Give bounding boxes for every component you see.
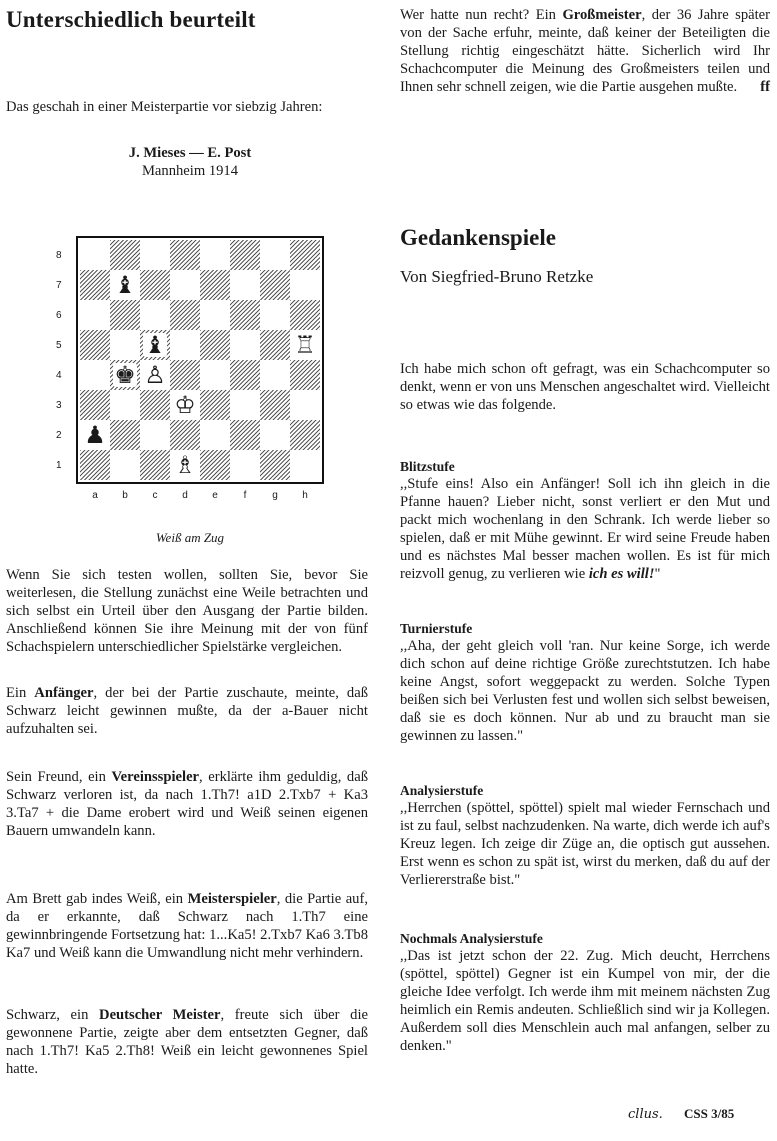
square-b8 xyxy=(110,240,140,270)
file-label: a xyxy=(92,490,98,501)
square-d3 xyxy=(170,390,200,420)
square-b5 xyxy=(110,330,140,360)
rank-label: 2 xyxy=(56,430,62,441)
square-e4 xyxy=(200,360,230,390)
nochmals-title: Nochmals Analysierstufe xyxy=(400,931,543,946)
file-label: g xyxy=(272,490,278,501)
game-players: J. Mieses — E. Post xyxy=(128,145,252,161)
page-footer xyxy=(628,1106,734,1122)
german-master-paragraph xyxy=(6,1006,368,1078)
square-h7 xyxy=(290,270,320,300)
square-f3 xyxy=(230,390,260,420)
club-player-text: Sein Freund, ein Vereinsspieler, erklärte ihm geduldig, daß Schwarz verloren ist, da nach 1.Th7! a1D 2.Txb7 + Ka3 3.Ta7 + die Dame erobert wird und Weiß seinen eigenen Bauern umwandeln kann. xyxy=(6,769,368,839)
square-d5 xyxy=(170,330,200,360)
square-d7 xyxy=(170,270,200,300)
square-h3 xyxy=(290,390,320,420)
square-b6 xyxy=(110,300,140,330)
gedankenspiele-header xyxy=(400,224,770,288)
german-master-text: Schwarz, ein Deutscher Meister, freute sich über die gewonnene Partie, zeigte aber dem entsetzten Gegner, daß nach 1.Th7! Ka5 2.Th8! Weiß ein leicht gewonnenes Spiel hatte. xyxy=(6,1007,368,1077)
square-f7 xyxy=(230,270,260,300)
square-h2 xyxy=(290,420,320,450)
chess-diagram xyxy=(50,232,320,501)
game-place: Mannheim 1914 xyxy=(141,163,239,179)
black-king-icon: ♚ xyxy=(114,361,136,389)
section-turnierstufe xyxy=(400,620,770,745)
rank-label: 7 xyxy=(56,280,62,291)
article-title: Unterschiedlich beurteilt xyxy=(6,7,256,32)
square-h6 xyxy=(290,300,320,330)
section-analysierstufe xyxy=(400,782,770,889)
square-a8 xyxy=(80,240,110,270)
rank-label: 1 xyxy=(56,460,62,471)
square-d2 xyxy=(170,420,200,450)
master-text: Am Brett gab indes Weiß, ein Meisterspieler, die Partie auf, da er erkannte, daß Schwarz nach 1.Th7 eine gewinnbringende Fortsetzung hat: 1...Ka5! 2.Txb7 Ka6 3.Tb8 Ka7 und Weiß kann die Umwandlung nicht mehr verhindern. xyxy=(6,891,368,961)
signature: cllus. xyxy=(628,1107,663,1122)
square-e7 xyxy=(200,270,230,300)
square-h4 xyxy=(290,360,320,390)
square-a5 xyxy=(80,330,110,360)
white-bishop-icon: ♗ xyxy=(174,451,196,479)
square-e1 xyxy=(200,450,230,480)
nochmals-text: ,,Das ist jetzt schon der 22. Zug. Mich deucht, Herrchens (spöttel, spöttel) Gegner ist ein Kumpel von mir, der die gleiche Idee verfolgt. Ich werde ihm mit meinem nächsten Zug heimlich ein Remis andeuten. Schließlich sind wir ja Kollegen. Außerdem soll dies Menschlein auch mal anfangen, selber zu denken." xyxy=(400,948,770,1054)
square-c5 xyxy=(140,330,170,360)
square-g5 xyxy=(260,330,290,360)
square-g7 xyxy=(260,270,290,300)
square-a3 xyxy=(80,390,110,420)
file-labels xyxy=(80,490,324,504)
master-paragraph xyxy=(6,890,368,962)
square-b2 xyxy=(110,420,140,450)
square-d1 xyxy=(170,450,200,480)
square-a2 xyxy=(80,420,110,450)
square-c4 xyxy=(140,360,170,390)
square-f6 xyxy=(230,300,260,330)
blitzstufe-text: ,,Stufe eins! Also ein Anfänger! Soll ich ihn gleich in die Pfanne hauen? Lieber nicht, sonst verliert er den Mut und packt mich wochenlang in den Schrank. Ich werde lieber so spielen, daß er mit Mühe gewinnt. Er wird seine Freude haben und es nächstes Mal besser machen wollen. Es ist für mich reizvoll genug, zu verlieren wie ich es will!" xyxy=(400,476,770,582)
square-e5 xyxy=(200,330,230,360)
white-pawn-icon: ♙ xyxy=(144,361,166,389)
square-b4 xyxy=(110,360,140,390)
square-c3 xyxy=(140,390,170,420)
square-e6 xyxy=(200,300,230,330)
square-b1 xyxy=(110,450,140,480)
issue-number: CSS 3/85 xyxy=(684,1106,735,1121)
black-pawn-icon: ♟ xyxy=(84,421,106,449)
white-king-icon: ♔ xyxy=(174,391,196,419)
club-player-paragraph xyxy=(6,768,368,840)
square-e3 xyxy=(200,390,230,420)
square-a6 xyxy=(80,300,110,330)
square-c7 xyxy=(140,270,170,300)
square-h8 xyxy=(290,240,320,270)
chess-board xyxy=(76,236,324,484)
left-column xyxy=(6,6,374,180)
rank-label: 3 xyxy=(56,400,62,411)
square-g6 xyxy=(260,300,290,330)
analysierstufe-title: Analysierstufe xyxy=(400,783,484,798)
square-e8 xyxy=(200,240,230,270)
file-label: d xyxy=(182,490,188,501)
square-c6 xyxy=(140,300,170,330)
blitzstufe-title: Blitzstufe xyxy=(400,459,455,474)
beginner-text: Ein Anfänger, der bei der Partie zuschaute, meinte, daß Schwarz leicht gewinnen mußte, da der a-Bauer nicht aufzuhalten sei. xyxy=(6,685,368,737)
black-bishop-icon: ♝ xyxy=(114,271,136,299)
diagram-caption: Weiß am Zug xyxy=(155,530,225,545)
section-title: Gedankenspiele xyxy=(400,225,556,250)
square-b7 xyxy=(110,270,140,300)
test-paragraph xyxy=(6,566,368,656)
square-a1 xyxy=(80,450,110,480)
file-label: c xyxy=(152,490,158,501)
file-label: b xyxy=(122,490,128,501)
file-label: h xyxy=(302,490,308,501)
square-h1 xyxy=(290,450,320,480)
square-b3 xyxy=(110,390,140,420)
grandmaster-text: Wer hatte nun recht? Ein Großmeister, der 36 Jahre später von der Sache erfuhr, meinte, daß keiner der Beteiligten die Stellung richtig eingeschätzt hätte. Sicherlich wird Ihr Schachcomputer die Meinung des Großmeisters teilen und Ihnen sehr schnell zeigen, wie die Partie ausgehen mußte. ff xyxy=(400,7,770,95)
square-f5 xyxy=(230,330,260,360)
square-g8 xyxy=(260,240,290,270)
game-header xyxy=(6,144,374,180)
file-label: e xyxy=(212,490,218,501)
square-g4 xyxy=(260,360,290,390)
square-f1 xyxy=(230,450,260,480)
black-bishop-icon: ♝ xyxy=(144,331,166,359)
rank-label: 6 xyxy=(56,310,62,321)
gedanken-intro-text: Ich habe mich schon oft gefragt, was ein Schachcomputer so denkt, wenn er von uns Menschen angeschaltet wird. Vielleicht so etwas wie das folgende. xyxy=(400,361,770,413)
gedanken-intro xyxy=(400,360,770,414)
intro-paragraph: Das geschah in einer Meisterpartie vor siebzig Jahren: xyxy=(6,99,323,115)
square-c1 xyxy=(140,450,170,480)
square-d4 xyxy=(170,360,200,390)
rank-label: 5 xyxy=(56,340,62,351)
section-blitzstufe xyxy=(400,458,770,583)
white-rook-icon: ♖ xyxy=(294,331,316,359)
turnierstufe-text: ,,Aha, der geht gleich voll 'ran. Nur keine Sorge, ich werde dich schon auf deine richtige Größe zurechtstutzen. Ich habe keine Angst, sofort weggepackt zu werden. Solche Typen beißen sich bei Verlusten fest und wollen sich selbst beweisen, daß sie es doch können. Nur ab und zu braucht man sie gewinnen zu lassen." xyxy=(400,638,770,744)
square-c8 xyxy=(140,240,170,270)
square-c2 xyxy=(140,420,170,450)
section-nochmals xyxy=(400,930,770,1055)
rank-label: 8 xyxy=(56,250,62,261)
square-g3 xyxy=(260,390,290,420)
square-h5 xyxy=(290,330,320,360)
square-f8 xyxy=(230,240,260,270)
turnierstufe-title: Turnierstufe xyxy=(400,621,473,636)
square-e2 xyxy=(200,420,230,450)
square-a7 xyxy=(80,270,110,300)
grandmaster-paragraph xyxy=(400,6,770,96)
square-d6 xyxy=(170,300,200,330)
rank-label: 4 xyxy=(56,370,62,381)
square-g1 xyxy=(260,450,290,480)
square-f4 xyxy=(230,360,260,390)
square-a4 xyxy=(80,360,110,390)
analysierstufe-text: ,,Herrchen (spöttel, spöttel) spielt mal wieder Fernschach und ist zu faul, selbst nachzudenken. Na warte, dich werde ich auf's Kreuz legen. Ich zeige dir Züge an, die optisch gut aussehen. Erst wenn es schon zu spät ist, wirst du merken, daß du auf der Verliererstraße bist." xyxy=(400,800,770,888)
square-f2 xyxy=(230,420,260,450)
file-label: f xyxy=(243,490,247,501)
rank-labels xyxy=(50,240,70,480)
beginner-paragraph xyxy=(6,684,368,738)
test-text: Wenn Sie sich testen wollen, sollten Sie, bevor Sie weiterlesen, die Stellung zunächst eine Weile betrachten und sich selbst ein Urteil über den Ausgang der Partie bilden. Anschließend können Sie ihre Meinung mit der von fünf Schachspielern unterschiedlicher Spielstärke vergleichen. xyxy=(6,567,368,655)
square-g2 xyxy=(260,420,290,450)
author-byline: Von Siegfried-Bruno Retzke xyxy=(400,267,594,286)
square-d8 xyxy=(170,240,200,270)
